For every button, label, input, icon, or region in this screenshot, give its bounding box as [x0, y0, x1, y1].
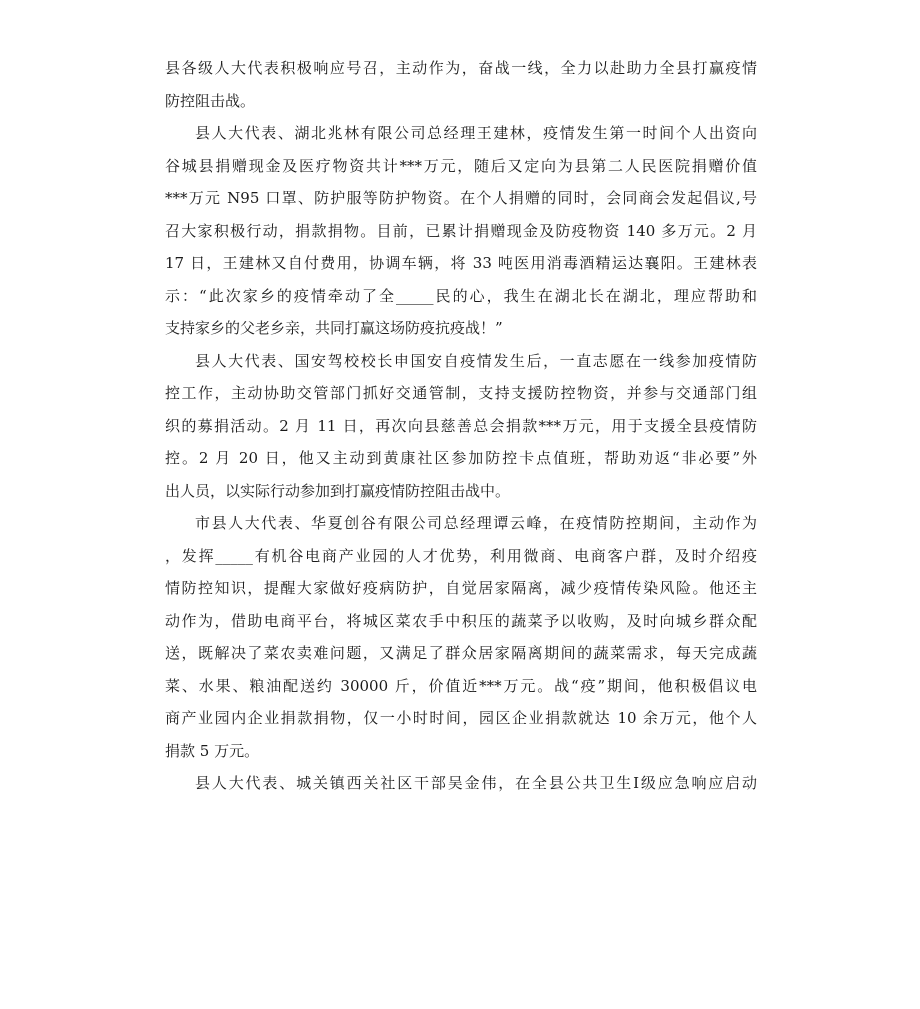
text-line: 情防控知识，提醒大家做好疫病防护，自觉居家隔离，减少疫情传染风险。他还主 [165, 579, 757, 597]
text-line: 市县人大代表、华夏创谷有限公司总经理谭云峰，在疫情防控期间，主动作为 [195, 514, 757, 532]
text-line: 动作为，借助电商平台，将城区菜农手中积压的蔬菜予以收购，及时向城乡群众配 [165, 611, 757, 630]
text-line: 支持家乡的父老乡亲，共同打赢这场防疫抗疫战！” [165, 319, 503, 337]
text-line: 菜、水果、粮油配送约 30000 斤，价值近***万元。战“疫”期间，他积极倡议电 [165, 676, 757, 695]
text-line: 出人员，以实际行动参加到打赢疫情防控阻击战中。 [165, 481, 511, 500]
text-line: 17 日，王建林又自付费用，协调车辆，将 33 吨医用消毒酒精运达襄阳。王建林表 [165, 254, 757, 272]
text-line: 示：“此次家乡的疫情牵动了全_____民的心，我生在湖北长在湖北，理应帮助和 [165, 286, 757, 305]
text-line: 县人大代表、城关镇西关社区干部吴金伟，在全县公共卫生Ⅰ级应急响应启动 [195, 774, 757, 792]
text-line: 织的募捐活动。2 月 11 日，再次向县慈善总会捐款***万元，用于支援全县疫情防 [165, 416, 757, 435]
text-line: 商产业园内企业捐款捐物，仅一小时时间，园区企业捐款就达 10 余万元，他个人 [165, 709, 757, 727]
text-line: 送，既解决了菜农卖难问题，又满足了群众居家隔离期间的蔬菜需求，每天完成蔬 [165, 644, 757, 662]
text-line: 控。2 月 20 日，他又主动到黄康社区参加防控卡点值班，帮助劝返“非必要”外 [165, 449, 757, 467]
text-line: 谷城县捐赠现金及医疗物资共计***万元，随后又定向为县第二人民医院捐赠价值 [165, 156, 757, 175]
text-line: 县各级人大代表积极响应号召，主动作为，奋战一线，全力以赴助力全县打赢疫情 [165, 59, 757, 77]
text-line: ，发挥_____有机谷电商产业园的人才优势，利用微商、电商客户群，及时介绍疫 [165, 546, 757, 565]
text-line: 县人大代表、国安驾校校长申国安自疫情发生后，一直志愿在一线参加疫情防 [195, 351, 757, 370]
text-line: 召大家积极行动，捐款捐物。目前，已累计捐赠现金及防疫物资 140 多万元。2 月 [165, 221, 757, 240]
text-line: 县人大代表、湖北兆林有限公司总经理王建林，疫情发生第一时间个人出资向 [195, 124, 757, 142]
document-body [165, 52, 757, 800]
text-line: 捐款 5 万元。 [165, 741, 260, 760]
text-line: ***万元 N95 口罩、防护服等防护物资。在个人捐赠的同时，会同商会发起倡议,号 [165, 189, 757, 207]
text-line: 防控阻击战。 [165, 91, 256, 110]
text-line: 控工作，主动协助交管部门抓好交通管制，支持支援防控物资，并参与交通部门组 [165, 384, 757, 402]
